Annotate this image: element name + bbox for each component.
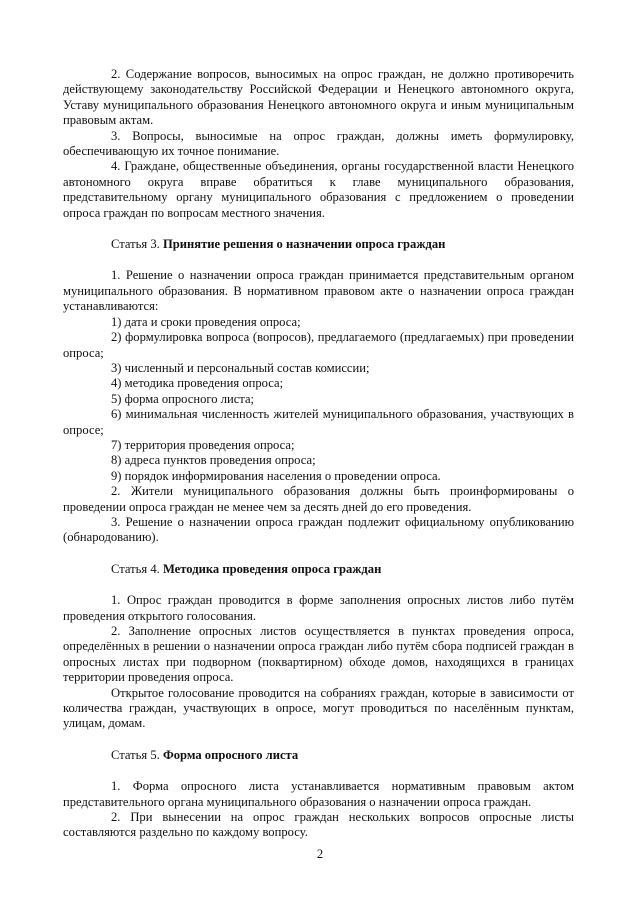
list-item: 1) дата и сроки проведения опроса; <box>111 314 301 329</box>
article-heading <box>63 562 574 577</box>
paragraph: 2. Заполнение опросных листов осуществляется в пунктах проведения опроса, определённых в решении о назначении опроса граждан либо путём сбора подписей граждан в опросных листах при подворном (поквартирном) обходе домов, находящихся в границах территории проведения опроса. <box>63 624 574 685</box>
paragraph: Открытое голосование проводится на собраниях граждан, которые в зависимости от количества граждан, участвующих в опросе, могут проводиться по населённым пунктам, улицам, домам. <box>63 685 574 731</box>
document-body <box>63 67 574 841</box>
list-item: 9) порядок информирования населения о проведении опроса. <box>111 468 441 483</box>
paragraph: 2. Жители муниципального образования должны быть проинформированы о проведении опроса граждан не менее чем за десять дней до его проведения. <box>63 484 574 514</box>
list-item: 6) минимальная численность жителей муниципального образования, участвующих в опросе; <box>63 407 574 437</box>
paragraph: 2. При вынесении на опрос граждан нескольких вопросов опросные листы составляются раздельно по каждому вопросу. <box>63 810 574 840</box>
paragraph: 4. Граждане, общественные объединения, органы государственной власти Ненецкого автономного округа вправе обратиться к главе муниципального образования, представительному органу муниципального образования с предложением о проведении опроса граждан по вопросам местного значения. <box>63 159 574 220</box>
paragraph: 2. Содержание вопросов, выносимых на опрос граждан, не должно противоречить действующему законодательству Российской Федерации и Ненецкого автономного округа, Уставу муниципального образования Ненецкого автономного округа и иным муниципальным правовым актам. <box>63 67 574 128</box>
list-item: 3) численный и персональный состав комиссии; <box>111 360 370 375</box>
article-heading <box>63 748 574 763</box>
page-number: 2 <box>316 847 324 861</box>
article-heading-title: Форма опросного листа <box>162 747 299 762</box>
list-item: 8) адреса пунктов проведения опроса; <box>111 453 316 468</box>
paragraph: 1. Опрос граждан проводится в форме заполнения опросных листов либо путём проведения открытого голосования. <box>63 593 574 623</box>
paragraph: 3. Вопросы, выносимые на опрос граждан, должны иметь формулировку, обеспечивающую их точное понимание. <box>63 128 574 159</box>
paragraph: 1. Решение о назначении опроса граждан принимается представительным органом муниципального образования. В нормативном правовом акте о назначении опроса граждан устанавливаются: <box>63 268 574 314</box>
article-heading-prefix: Статья 5. <box>111 747 163 762</box>
paragraph: 1. Форма опросного листа устанавливается нормативным правовым актом представительного органа муниципального образования о назначении опроса граждан. <box>63 779 574 809</box>
article-heading-prefix: Статья 4. <box>111 561 163 576</box>
article-heading-title: Методика проведения опроса граждан <box>162 561 382 576</box>
list-item: 4) методика проведения опроса; <box>111 376 284 391</box>
article-heading <box>63 237 574 252</box>
article-heading-prefix: Статья 3. <box>111 237 163 252</box>
list-item: 5) форма опросного листа; <box>111 391 255 406</box>
list-item: 7) территория проведения опроса; <box>111 437 295 452</box>
paragraph: 3. Решение о назначении опроса граждан подлежит официальному опубликованию (обнародованию). <box>63 514 574 545</box>
article-heading-title: Принятие решения о назначении опроса граждан <box>162 237 446 252</box>
list-item: 2) формулировка вопроса (вопросов), предлагаемого (предлагаемых) при проведении опроса; <box>63 330 574 360</box>
